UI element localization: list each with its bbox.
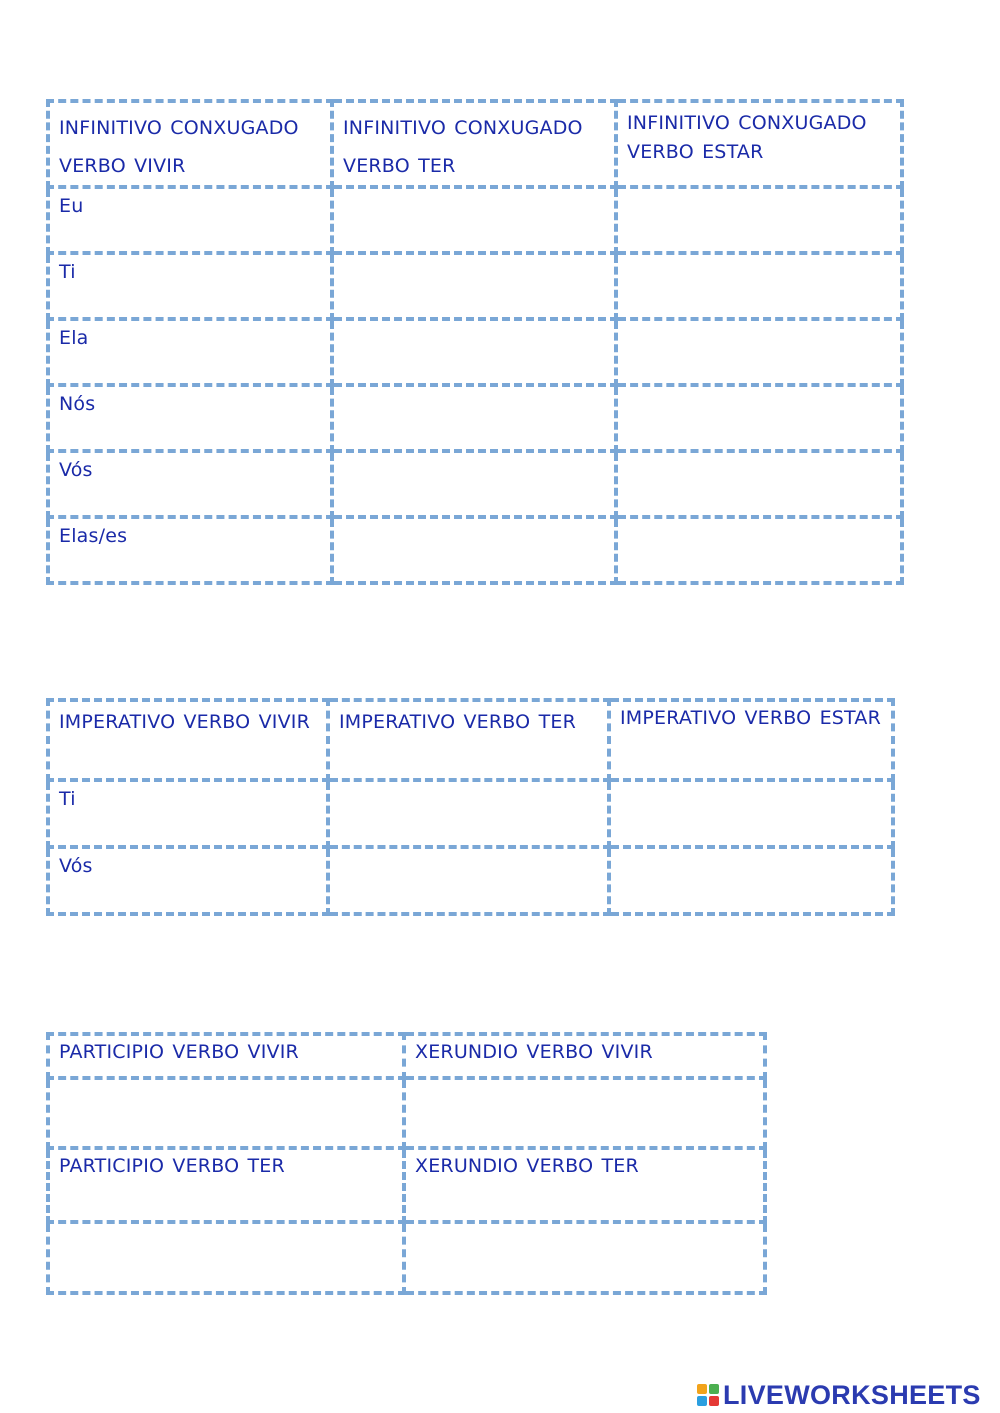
header-cell-xerundio-ter: XERUNDIO VERBO TER xyxy=(404,1148,765,1222)
header-cell-ter: IMPERATIVO VERBO TER xyxy=(328,700,609,780)
header-cell-vivir: IMPERATIVO VERBO VIVIR xyxy=(48,700,328,780)
table-row xyxy=(48,187,902,253)
table-row xyxy=(48,319,902,385)
pronoun-label: Vós xyxy=(48,451,332,517)
answer-cell[interactable] xyxy=(332,187,616,253)
pronoun-label: Eu xyxy=(48,187,332,253)
pronoun-label: Elas/es xyxy=(48,517,332,583)
answer-cell[interactable] xyxy=(332,517,616,583)
answer-cell[interactable] xyxy=(48,1222,404,1293)
participle-gerund-table xyxy=(46,1032,767,1295)
table-header-row xyxy=(48,1148,765,1222)
table-row xyxy=(48,1222,765,1293)
logo-text: LIVEWORKSHEETS xyxy=(723,1379,981,1410)
pronoun-label: Ti xyxy=(48,780,328,847)
header-cell-estar: INFINITIVO CONXUGADO VERBO ESTAR xyxy=(616,101,902,187)
table-header-row xyxy=(48,1034,765,1078)
header-cell-participio-ter: PARTICIPIO VERBO TER xyxy=(48,1148,404,1222)
answer-cell[interactable] xyxy=(616,385,902,451)
table-row xyxy=(48,517,902,583)
header-cell-vivir: INFINITIVO CONXUGADO VERBO VIVIR xyxy=(48,101,332,187)
answer-cell[interactable] xyxy=(616,253,902,319)
answer-cell[interactable] xyxy=(616,451,902,517)
table-header-row xyxy=(48,700,893,780)
header-cell-ter: INFINITIVO CONXUGADO VERBO TER xyxy=(332,101,616,187)
table-row xyxy=(48,780,893,847)
answer-cell[interactable] xyxy=(332,319,616,385)
answer-cell[interactable] xyxy=(609,780,893,847)
answer-cell[interactable] xyxy=(404,1078,765,1148)
table-header-row xyxy=(48,101,902,187)
answer-cell[interactable] xyxy=(616,319,902,385)
header-cell-estar: IMPERATIVO VERBO ESTAR xyxy=(609,700,893,780)
answer-cell[interactable] xyxy=(328,780,609,847)
table-row xyxy=(48,847,893,914)
answer-cell[interactable] xyxy=(616,517,902,583)
table-row xyxy=(48,253,902,319)
answer-cell[interactable] xyxy=(332,253,616,319)
pronoun-label: Vós xyxy=(48,847,328,914)
table-row xyxy=(48,1078,765,1148)
answer-cell[interactable] xyxy=(404,1222,765,1293)
pronoun-label: Nós xyxy=(48,385,332,451)
answer-cell[interactable] xyxy=(48,1078,404,1148)
pronoun-label: Ti xyxy=(48,253,332,319)
imperative-table xyxy=(46,698,895,916)
answer-cell[interactable] xyxy=(332,385,616,451)
answer-cell[interactable] xyxy=(332,451,616,517)
pronoun-label: Ela xyxy=(48,319,332,385)
header-cell-xerundio-vivir: XERUNDIO VERBO VIVIR xyxy=(404,1034,765,1078)
table-row xyxy=(48,385,902,451)
infinitive-conjugation-table xyxy=(46,99,904,585)
header-cell-participio-vivir: PARTICIPIO VERBO VIVIR xyxy=(48,1034,404,1078)
liveworksheets-logo xyxy=(697,1378,981,1412)
table-row xyxy=(48,451,902,517)
answer-cell[interactable] xyxy=(616,187,902,253)
answer-cell[interactable] xyxy=(328,847,609,914)
logo-blocks-icon xyxy=(697,1384,719,1406)
answer-cell[interactable] xyxy=(609,847,893,914)
